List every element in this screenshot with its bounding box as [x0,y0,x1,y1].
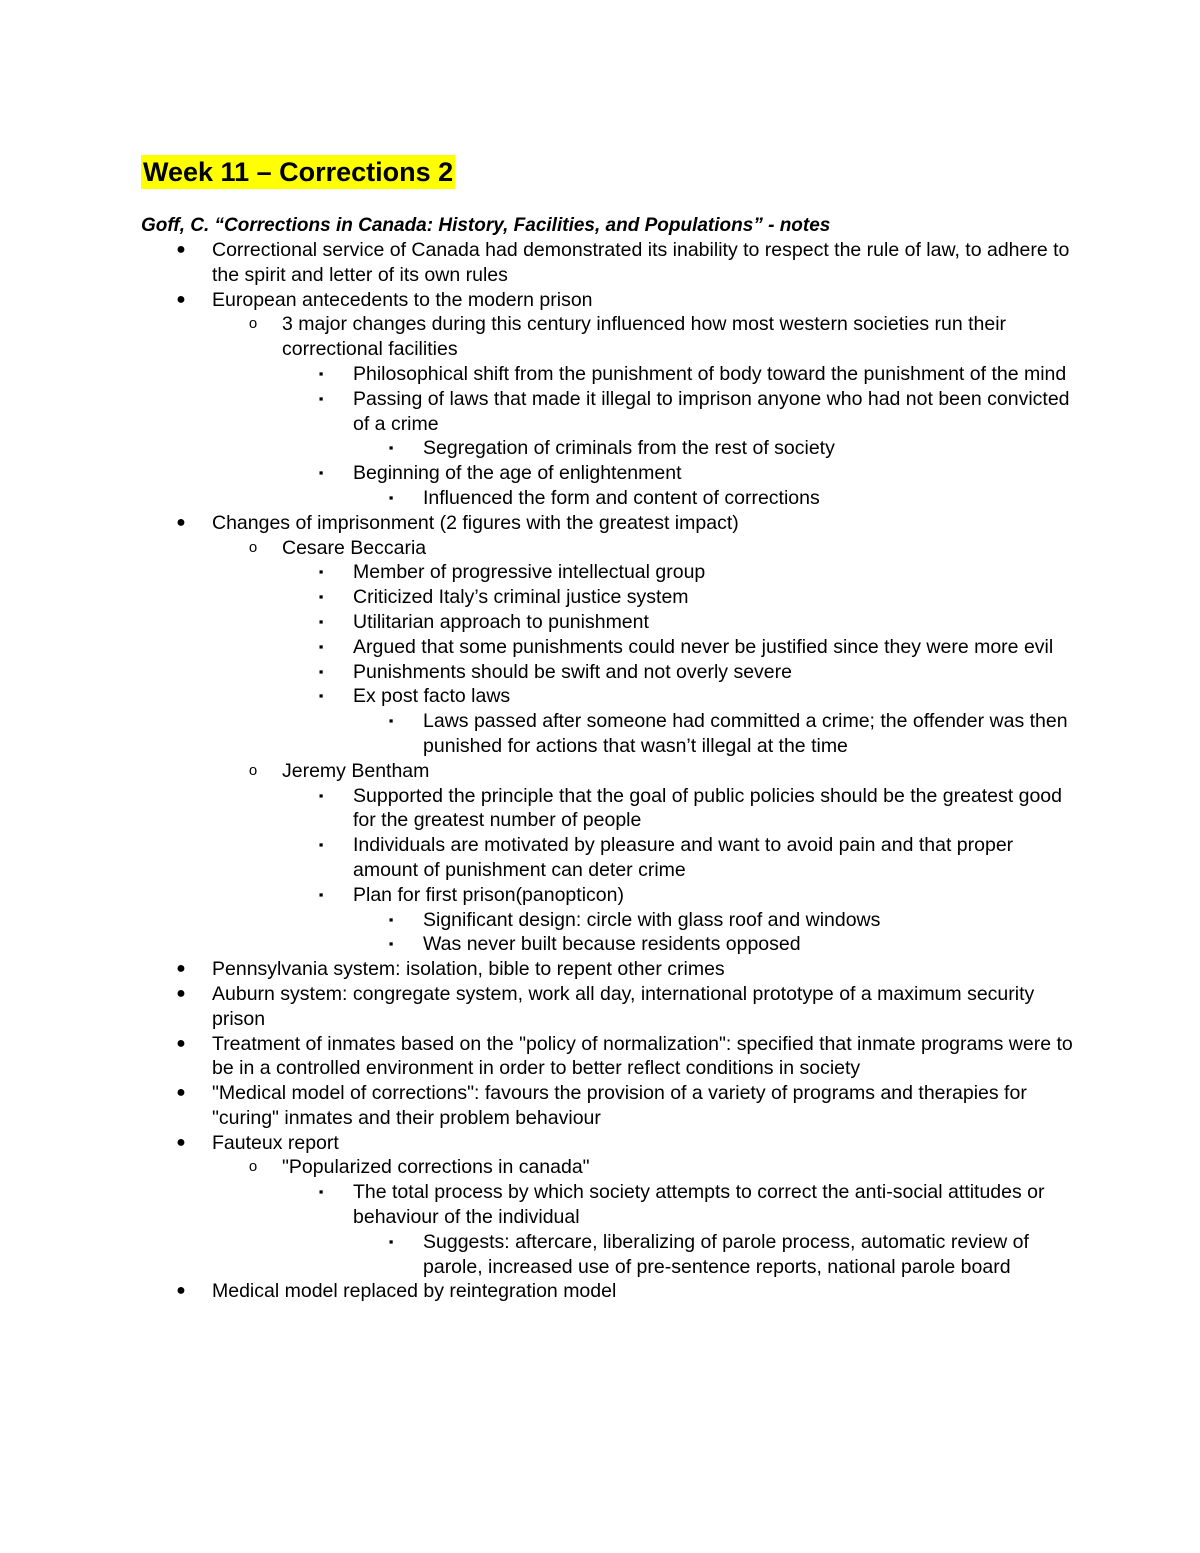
list-item [141,908,1081,933]
bullet-icon: ▪ [318,663,324,679]
list-item [141,684,1081,709]
list-item-text: Fauteux report [212,1131,339,1154]
list-item-text: Treatment of inmates based on the "policy of normalization": specified that inmate programs were to be in a controlled environment in order to better reflect conditions in society [212,1032,1073,1080]
bullet-icon: ▪ [388,489,394,505]
list-item [141,461,1081,486]
list-item-text: Ex post facto laws [353,685,511,708]
list-item [141,759,1081,784]
bullet-icon: ▪ [318,886,324,902]
list-item [141,635,1081,660]
list-item [141,486,1081,511]
list-item [141,238,1081,288]
list-item-text: Plan for first prison(panopticon) [353,883,624,906]
notes-outline [141,238,1081,1304]
list-item [141,1180,1081,1230]
list-item-text: Beginning of the age of enlightenment [353,462,682,485]
list-item-text: Suggests: aftercare, liberalizing of parole process, automatic review of parole, increased use of pre-sentence reports, national parole board [423,1230,1029,1278]
list-item-text: 3 major changes during this century influenced how most western societies run their correctional facilities [282,313,1007,361]
bullet-icon: ▪ [388,440,394,456]
list-item-text: Criticized Italy’s criminal justice system [353,586,689,609]
bullet-icon: ▪ [318,1184,324,1200]
list-item [141,833,1081,883]
bullet-icon: ● [176,513,186,531]
bullet-icon: ▪ [318,837,324,853]
bullet-icon: ● [176,290,186,308]
list-item-text: Argued that some punishments could never be justified since they were more evil [353,635,1054,658]
list-item-text: "Medical model of corrections": favours the provision of a variety of programs and therapies for "curing" inmates and their problem behaviour [212,1082,1027,1129]
list-item-text: Punishments should be swift and not overly severe [353,660,792,683]
list-item-text: Cesare Beccaria [282,536,427,559]
list-item [141,932,1081,957]
list-item-text: Passing of laws that made it illegal to imprison anyone who had not been convicted of a crime [353,387,1070,435]
list-item [141,536,1081,561]
list-item-text: Utilitarian approach to punishment [353,610,649,633]
list-item [141,511,1081,536]
list-item [141,883,1081,908]
bullet-icon: ● [176,1034,186,1052]
list-item [141,585,1081,610]
list-item-text: Pennsylvania system: isolation, bible to repent other crimes [212,958,725,981]
list-item-text: Auburn system: congregate system, work all day, international prototype of a maximum security prison [212,982,1035,1030]
list-item [141,387,1081,437]
bullet-icon: ▪ [318,365,324,381]
bullet-icon: ● [176,241,186,258]
list-item [141,709,1081,759]
list-item [141,1155,1081,1180]
bullet-icon: ▪ [318,613,324,629]
bullet-icon: ▪ [318,564,324,580]
bullet-icon: ▪ [388,1233,394,1249]
list-item-text: Medical model replaced by reintegration model [212,1280,617,1303]
list-item-text: Was never built because residents opposed [423,933,801,956]
bullet-icon: ● [176,960,186,978]
list-item-text: Changes of imprisonment (2 figures with the greatest impact) [212,511,739,534]
bullet-icon: ▪ [318,390,324,406]
list-item [141,312,1081,362]
list-item-text: Individuals are motivated by pleasure and want to avoid pain and that proper amount of punishment can deter crime [353,834,1014,881]
list-item-text: Influenced the form and content of corrections [423,486,820,509]
list-item [141,1032,1081,1082]
list-item-text: Member of progressive intellectual group [353,561,706,584]
list-item [141,560,1081,585]
bullet-icon: ● [176,1084,186,1102]
bullet-icon: ● [176,984,186,1002]
list-item [141,1081,1081,1131]
list-item [141,784,1081,834]
bullet-icon: o [248,315,258,333]
bullet-icon: ▪ [318,688,324,704]
list-item-text: Supported the principle that the goal of public policies should be the greatest good for the greatest number of people [353,784,1062,832]
list-item [141,436,1081,461]
list-item [141,957,1081,982]
bullet-icon: ▪ [388,911,394,927]
list-item-text: Jeremy Bentham [282,759,430,782]
bullet-icon: ▪ [388,713,394,729]
bullet-icon: o [248,761,258,779]
list-item-text: The total process by which society attempts to correct the anti-social attitudes or behaviour of the individual [353,1181,1045,1229]
bullet-icon: ▪ [318,465,324,481]
source-citation: Goff, C. “Corrections in Canada: History, Facilities, and Populations” - notes [141,215,831,236]
list-item [141,982,1081,1032]
list-item-text: Correctional service of Canada had demonstrated its inability to respect the rule of law, to adhere to the spirit and letter of its own rules [212,239,1070,286]
bullet-icon: ▪ [318,787,324,803]
list-item [141,610,1081,635]
bullet-icon: ● [176,1282,186,1300]
list-item-text: Philosophical shift from the punishment of body toward the punishment of the mind [353,362,1067,385]
document-body [141,155,1081,1304]
list-item-text: "Popularized corrections in canada" [282,1156,590,1179]
bullet-icon: o [248,538,258,556]
bullet-icon: ▪ [318,589,324,605]
list-item [141,1230,1081,1280]
page-title: Week 11 – Corrections 2 [143,157,454,187]
bullet-icon: o [248,1158,258,1176]
list-item-text: European antecedents to the modern prison [212,288,593,311]
list-item-text: Segregation of criminals from the rest of society [423,437,835,460]
list-item-text: Significant design: circle with glass roof and windows [423,908,881,931]
bullet-icon: ▪ [388,936,394,952]
list-item [141,660,1081,685]
list-item [141,1279,1081,1304]
list-item-text: Laws passed after someone had committed a crime; the offender was then punished for actions that wasn’t illegal at the time [423,710,1068,757]
list-item [141,362,1081,387]
list-item [141,288,1081,313]
bullet-icon: ● [176,1133,186,1151]
list-item [141,1131,1081,1156]
bullet-icon: ▪ [318,638,324,654]
